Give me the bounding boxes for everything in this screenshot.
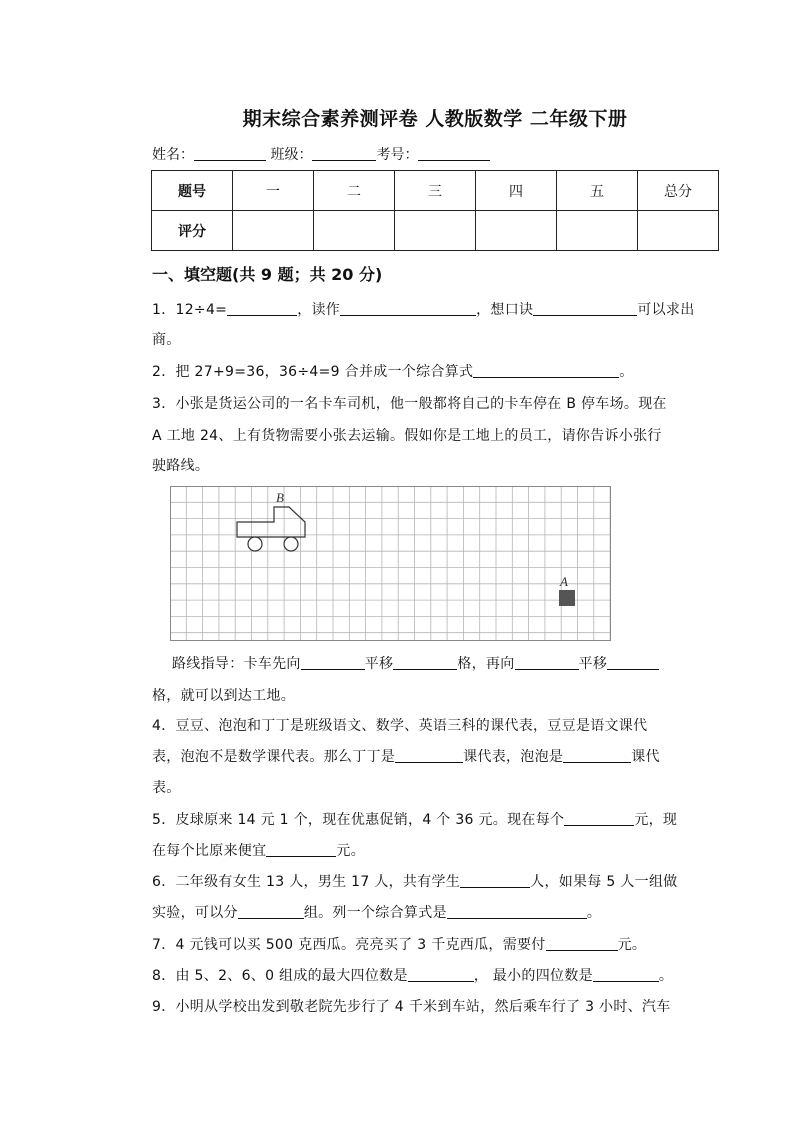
route-blank-direction-1[interactable] bbox=[301, 653, 365, 670]
question-1-cont: 商。 bbox=[152, 332, 181, 348]
q7-blank[interactable] bbox=[546, 934, 618, 951]
route-blank-direction-2[interactable] bbox=[515, 653, 579, 670]
q1-blank-2[interactable] bbox=[340, 299, 476, 316]
q5-text-d: 元。 bbox=[336, 843, 366, 859]
label-b: B bbox=[276, 490, 284, 505]
q8-blank-1[interactable] bbox=[408, 965, 474, 982]
route-text-a: 路线指导：卡车先向 bbox=[172, 656, 301, 672]
truck-wheel-rear bbox=[284, 537, 298, 551]
question-7 bbox=[152, 930, 722, 960]
q5-blank-2[interactable] bbox=[266, 840, 336, 857]
header-cell-4: 四 bbox=[476, 171, 557, 211]
question-3-line3: 驶路线。 bbox=[152, 458, 210, 474]
exam-number-blank[interactable] bbox=[418, 144, 490, 161]
q8-text-b: ， 最小的四位数是 bbox=[473, 968, 593, 984]
q2-blank[interactable] bbox=[473, 361, 619, 378]
q6-text-a: 6．二年级有女生 13 人，男生 17 人，共有学生 bbox=[152, 874, 461, 890]
q6-text-e: 。 bbox=[586, 905, 602, 921]
question-3-line1: 3．小张是货运公司的一名卡车司机，他一般都将自己的卡车停在 B 停车场。现在 bbox=[152, 396, 667, 412]
question-6-line1 bbox=[152, 867, 722, 897]
score-cell-4[interactable] bbox=[476, 211, 557, 251]
route-text-b: 平移 bbox=[364, 656, 394, 672]
q7-text-a: 7．4 元钱可以买 500 克西瓜。亮亮买了 3 千克西瓜，需要付 bbox=[152, 937, 546, 953]
q2-text-a: 2．把 27+9=36，36÷4=9 合并成一个综合算式 bbox=[152, 364, 474, 380]
q2-text-b: 。 bbox=[619, 364, 634, 380]
name-label: 姓名： bbox=[152, 147, 194, 163]
q6-text-c: 实验，可以分 bbox=[152, 905, 238, 921]
score-cell-3[interactable] bbox=[395, 211, 476, 251]
header-cell-total: 总分 bbox=[638, 171, 719, 211]
question-3-line2: A 工地 24、上有货物需要小张去运输。假如你是工地上的员工，请你告诉小张行 bbox=[152, 428, 662, 444]
q8-blank-2[interactable] bbox=[593, 965, 659, 982]
q5-text-c: 在每个比原来便宜 bbox=[152, 843, 267, 859]
route-blank-steps-2[interactable] bbox=[607, 653, 659, 670]
grid-diagram bbox=[170, 486, 612, 642]
q8-text-c: 。 bbox=[658, 968, 674, 984]
name-blank[interactable] bbox=[194, 144, 266, 161]
question-2 bbox=[152, 357, 722, 387]
q3-route bbox=[172, 649, 722, 679]
q1-blank-3[interactable] bbox=[533, 299, 637, 316]
q3-grid-figure bbox=[170, 486, 612, 646]
truck-body bbox=[237, 507, 305, 537]
q6-blank-2[interactable] bbox=[238, 902, 304, 919]
q6-text-d: 组。列一个综合算式是 bbox=[303, 905, 447, 921]
q8-text-a: 8．由 5、2、6、0 组成的最大四位数是 bbox=[152, 968, 408, 984]
grid-lines bbox=[170, 486, 611, 641]
q4-text-b: 课代表，泡泡是 bbox=[463, 749, 564, 765]
question-1 bbox=[152, 295, 722, 325]
q1-text-c: ，想口诀 bbox=[476, 302, 534, 318]
q3-route-cont: 格，就可以到达工地。 bbox=[152, 688, 295, 704]
question-5-line2 bbox=[152, 836, 722, 866]
q5-text-b: 元，现 bbox=[634, 812, 678, 828]
class-blank[interactable] bbox=[312, 144, 376, 161]
section-heading: 一、填空题(共 9 题；共 20 分) bbox=[152, 265, 383, 284]
label-a: A bbox=[560, 574, 568, 589]
route-blank-steps-1[interactable] bbox=[393, 653, 457, 670]
question-4-line1: 4．豆豆、泡泡和丁丁是班级语文、数学、英语三科的课代表，豆豆是语文课代 bbox=[152, 718, 648, 734]
student-info-line bbox=[152, 144, 490, 164]
question-8 bbox=[152, 961, 722, 991]
score-table-score-row bbox=[152, 211, 719, 251]
q6-text-b: 人，如果每 5 人一组做 bbox=[530, 874, 678, 890]
score-table bbox=[151, 170, 719, 251]
question-4-line2 bbox=[152, 742, 722, 772]
score-table-header-row bbox=[152, 171, 719, 211]
exam-number-label: 考号： bbox=[376, 147, 419, 163]
route-text-c: 格，再向 bbox=[457, 656, 515, 672]
header-cell-1: 一 bbox=[233, 171, 314, 211]
page-title: 期末综合素养测评卷 人教版数学 二年级下册 bbox=[242, 108, 628, 130]
q5-blank-1[interactable] bbox=[564, 809, 634, 826]
question-4-line3: 表。 bbox=[152, 780, 181, 796]
site-a-square bbox=[559, 590, 575, 606]
q1-text-d: 可以求出 bbox=[637, 302, 695, 318]
class-label: 班级： bbox=[266, 147, 313, 163]
header-cell-2: 二 bbox=[314, 171, 395, 211]
header-cell-5: 五 bbox=[557, 171, 638, 211]
q5-text-a: 5．皮球原来 14 元 1 个，现在优惠促销，4 个 36 元。现在每个 bbox=[152, 812, 565, 828]
truck-wheel-front bbox=[248, 537, 262, 551]
q1-blank-1[interactable] bbox=[227, 299, 297, 316]
q1-text-a: 1．12÷4= bbox=[152, 302, 228, 318]
q6-blank-3[interactable] bbox=[447, 902, 587, 919]
header-cell-3: 三 bbox=[395, 171, 476, 211]
score-cell-2[interactable] bbox=[314, 211, 395, 251]
q4-text-a: 表，泡泡不是数学课代表。那么丁丁是 bbox=[152, 749, 396, 765]
row-label-score: 评分 bbox=[152, 211, 233, 251]
q4-blank-1[interactable] bbox=[395, 746, 463, 763]
q4-text-c: 课代 bbox=[631, 749, 660, 765]
question-5-line1 bbox=[152, 805, 722, 835]
q7-text-b: 元。 bbox=[617, 937, 647, 953]
header-cell-question: 题号 bbox=[152, 171, 233, 211]
question-9: 9．小明从学校出发到敬老院先步行了 4 千米到车站，然后乘车行了 3 小时、汽车 bbox=[152, 999, 671, 1015]
q6-blank-1[interactable] bbox=[460, 871, 530, 888]
question-6-line2 bbox=[152, 898, 722, 928]
score-cell-total[interactable] bbox=[638, 211, 719, 251]
score-cell-5[interactable] bbox=[557, 211, 638, 251]
q4-blank-2[interactable] bbox=[563, 746, 631, 763]
score-cell-1[interactable] bbox=[233, 211, 314, 251]
route-text-d: 平移 bbox=[578, 656, 608, 672]
q1-text-b: ，读作 bbox=[297, 302, 341, 318]
